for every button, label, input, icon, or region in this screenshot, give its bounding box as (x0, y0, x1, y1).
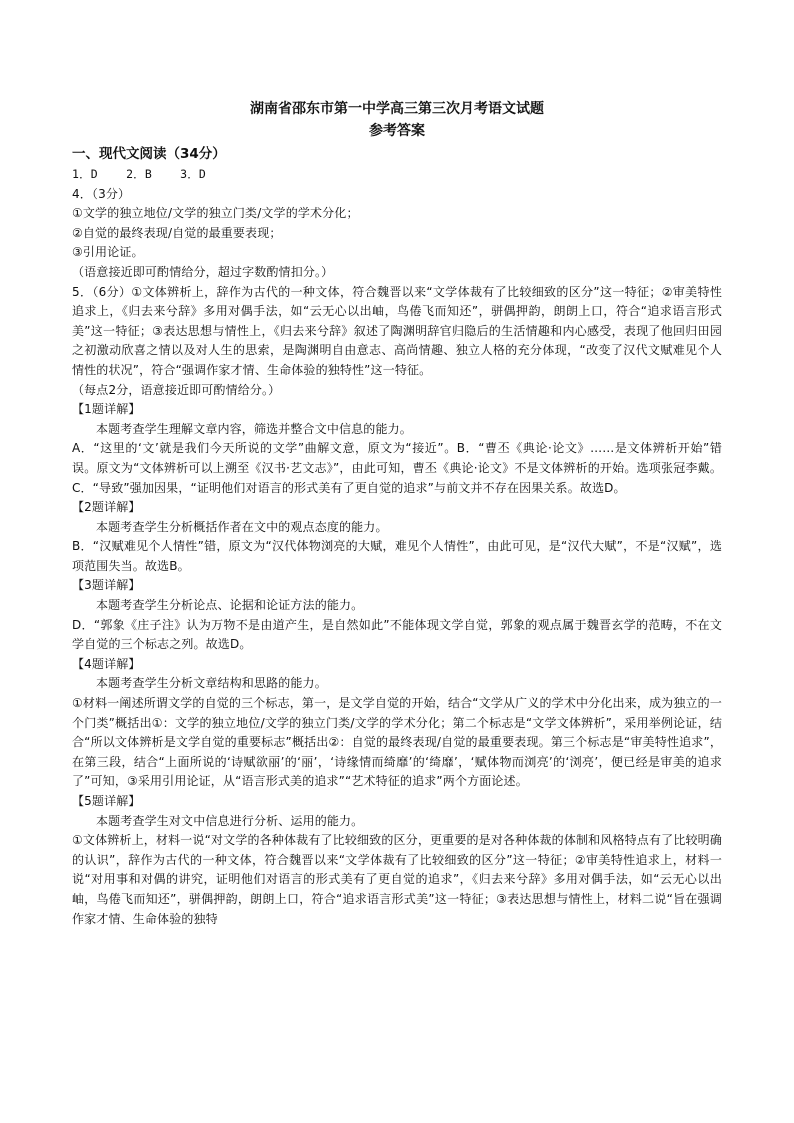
q4-scoring-note: （语意接近即可酌情给分，超过字数酌情扣分。） (72, 264, 334, 279)
q5-scoring-note: （每点2分，语意接近即可酌情给分。） (72, 382, 281, 397)
detail-label: 【5题详解】 (72, 794, 141, 808)
detail-body: A．“这里的‘文’就是我们今天所说的文学”曲解文意，原文为“接近”。B．“曹丕《典论·论文》……是文体辨析开始”错误。原文为“文体辨析可以上溯至《汉书·艺文志》”，由此可知，曹丕《典论·论文》不是文体辨析的开始。选项张冠李戴。C．“导致”强加因果，“证明他们对语言的形式美有了更自觉的追求”与前文并不存在因果关系。故选D。 (72, 441, 722, 495)
detail-body: ①材料一阐述所谓文学的自觉的三个标志，第一，是文学自觉的开始，结合“文学从广义的学术中分化出来，成为独立的一个门类”概括出①：文学的独立地位/文学的独立门类/文学的学术分化；第二个标志是“文学文体辨析”，采用举例论证，结合“所以文体辨析是文学自觉的重要标志”概括出②：自觉的最终表现/自觉的最重要表现。第三个标志是“审美特性追求”，在第三段，结合“上面所说的‘诗赋欲丽’的‘丽’，‘诗缘情而绮靡’的‘绮靡’，‘赋体物而浏亮’的‘浏亮’，便已经是审美的追求了”可知，③采用引用论证，从“语言形式美的追求”“艺术特征的追求”两个方面论述。 (72, 696, 722, 789)
detail-body: ①文体辨析上，材料一说“对文学的各种体裁有了比较细致的区分，更重要的是对各种体裁的体制和风格特点有了比较明确的认识”，辞作为古代的一种文体，符合魏晋以来“文学体裁有了比较细致的区分”这一特征；②审美特性追求上，材料一说“对用事和对偶的讲究，证明他们对语言的形式美有了更自觉的追求”，《归去来兮辞》多用对偶手法，如“云无心以出岫，鸟倦飞而知还”，骈偶押韵，朗朗上口，符合“追求语言形式美”这一特征；③表达思想与情性上，材料二说“旨在强调作家才情、生命体验的独特 (72, 833, 722, 926)
section-heading: 一、现代文阅读（34分） (72, 146, 226, 162)
q4-point-2: ②自觉的最终表现/自觉的最重要表现； (72, 225, 282, 240)
detail-5 (72, 792, 722, 929)
detail-body: D．“郭象《庄子注》认为万物不是由道产生，是自然如此”不能体现文学自觉，郭象的观点属于魏晋玄学的范畴，不在文学自觉的三个标志之列。故选D。 (72, 617, 722, 652)
detail-4 (72, 655, 722, 792)
answers-1-3: 1．D 2．B 3．D (72, 167, 206, 181)
detail-2 (72, 498, 722, 576)
detail-body: B．“汉赋难见个人情性”错，原文为“汉代体物浏亮的大赋，难见个人情性”，由此可见，是“汉代大赋”，不是“汉赋”，选项范围失当。故选B。 (72, 539, 722, 573)
detail-intro: 本题考查学生分析论点、论据和论证方法的能力。 (96, 598, 364, 613)
detail-3 (72, 576, 722, 654)
detail-label: 【4题详解】 (72, 656, 141, 671)
document-subtitle: 参考答案 (369, 123, 425, 139)
detail-intro: 本题考查学生分析概括作者在文中的观点态度的能力。 (96, 519, 388, 534)
detail-label: 【1题详解】 (72, 402, 141, 417)
detail-intro: 本题考查学生理解文章内容，筛选并整合文中信息的能力。 (96, 421, 412, 436)
detail-intro: 本题考查学生分析文章结构和思路的能力。 (96, 676, 327, 691)
q4-point-3: ③引用论证。 (72, 245, 144, 260)
document-title: 湖南省邵东市第一中学高三第三次月考语文试题 (250, 101, 544, 117)
detail-label: 【3题详解】 (72, 578, 141, 593)
q5-answer: 5．（6分）①文体辨析上，辞作为古代的一种文体，符合魏晋以来“文学体裁有了比较细致的区分”这一特征；②审美特性追求上，《归去来兮辞》多用对偶手法，如“云无心以出岫，鸟倦飞而知还”，骈偶押韵，朗朗上口，符合“追求语言形式美”这一特征；③表达思想与情性上，《归去来兮辞》叙述了陶渊明辞官归隐后的生活情趣和内心感受，表现了他回归田园之初激动欣喜之情以及对人生的思索，是陶渊明自由意志、高尚情趣、独立人格的充分体现，“改变了汉代文赋难见个人情性的状况”，符合“强调作家才情、生命体验的独特性”这一特征。 (72, 284, 722, 377)
detail-intro: 本题考查学生对文中信息进行分析、运用的能力。 (96, 813, 364, 828)
answer-key-page (72, 98, 722, 929)
q4-point-1: ①文学的独立地位/文学的独立门类/文学的学术分化； (72, 206, 359, 221)
detail-label: 【2题详解】 (72, 500, 141, 515)
detail-1 (72, 400, 722, 498)
q4-label: 4．（3分） (72, 186, 131, 201)
